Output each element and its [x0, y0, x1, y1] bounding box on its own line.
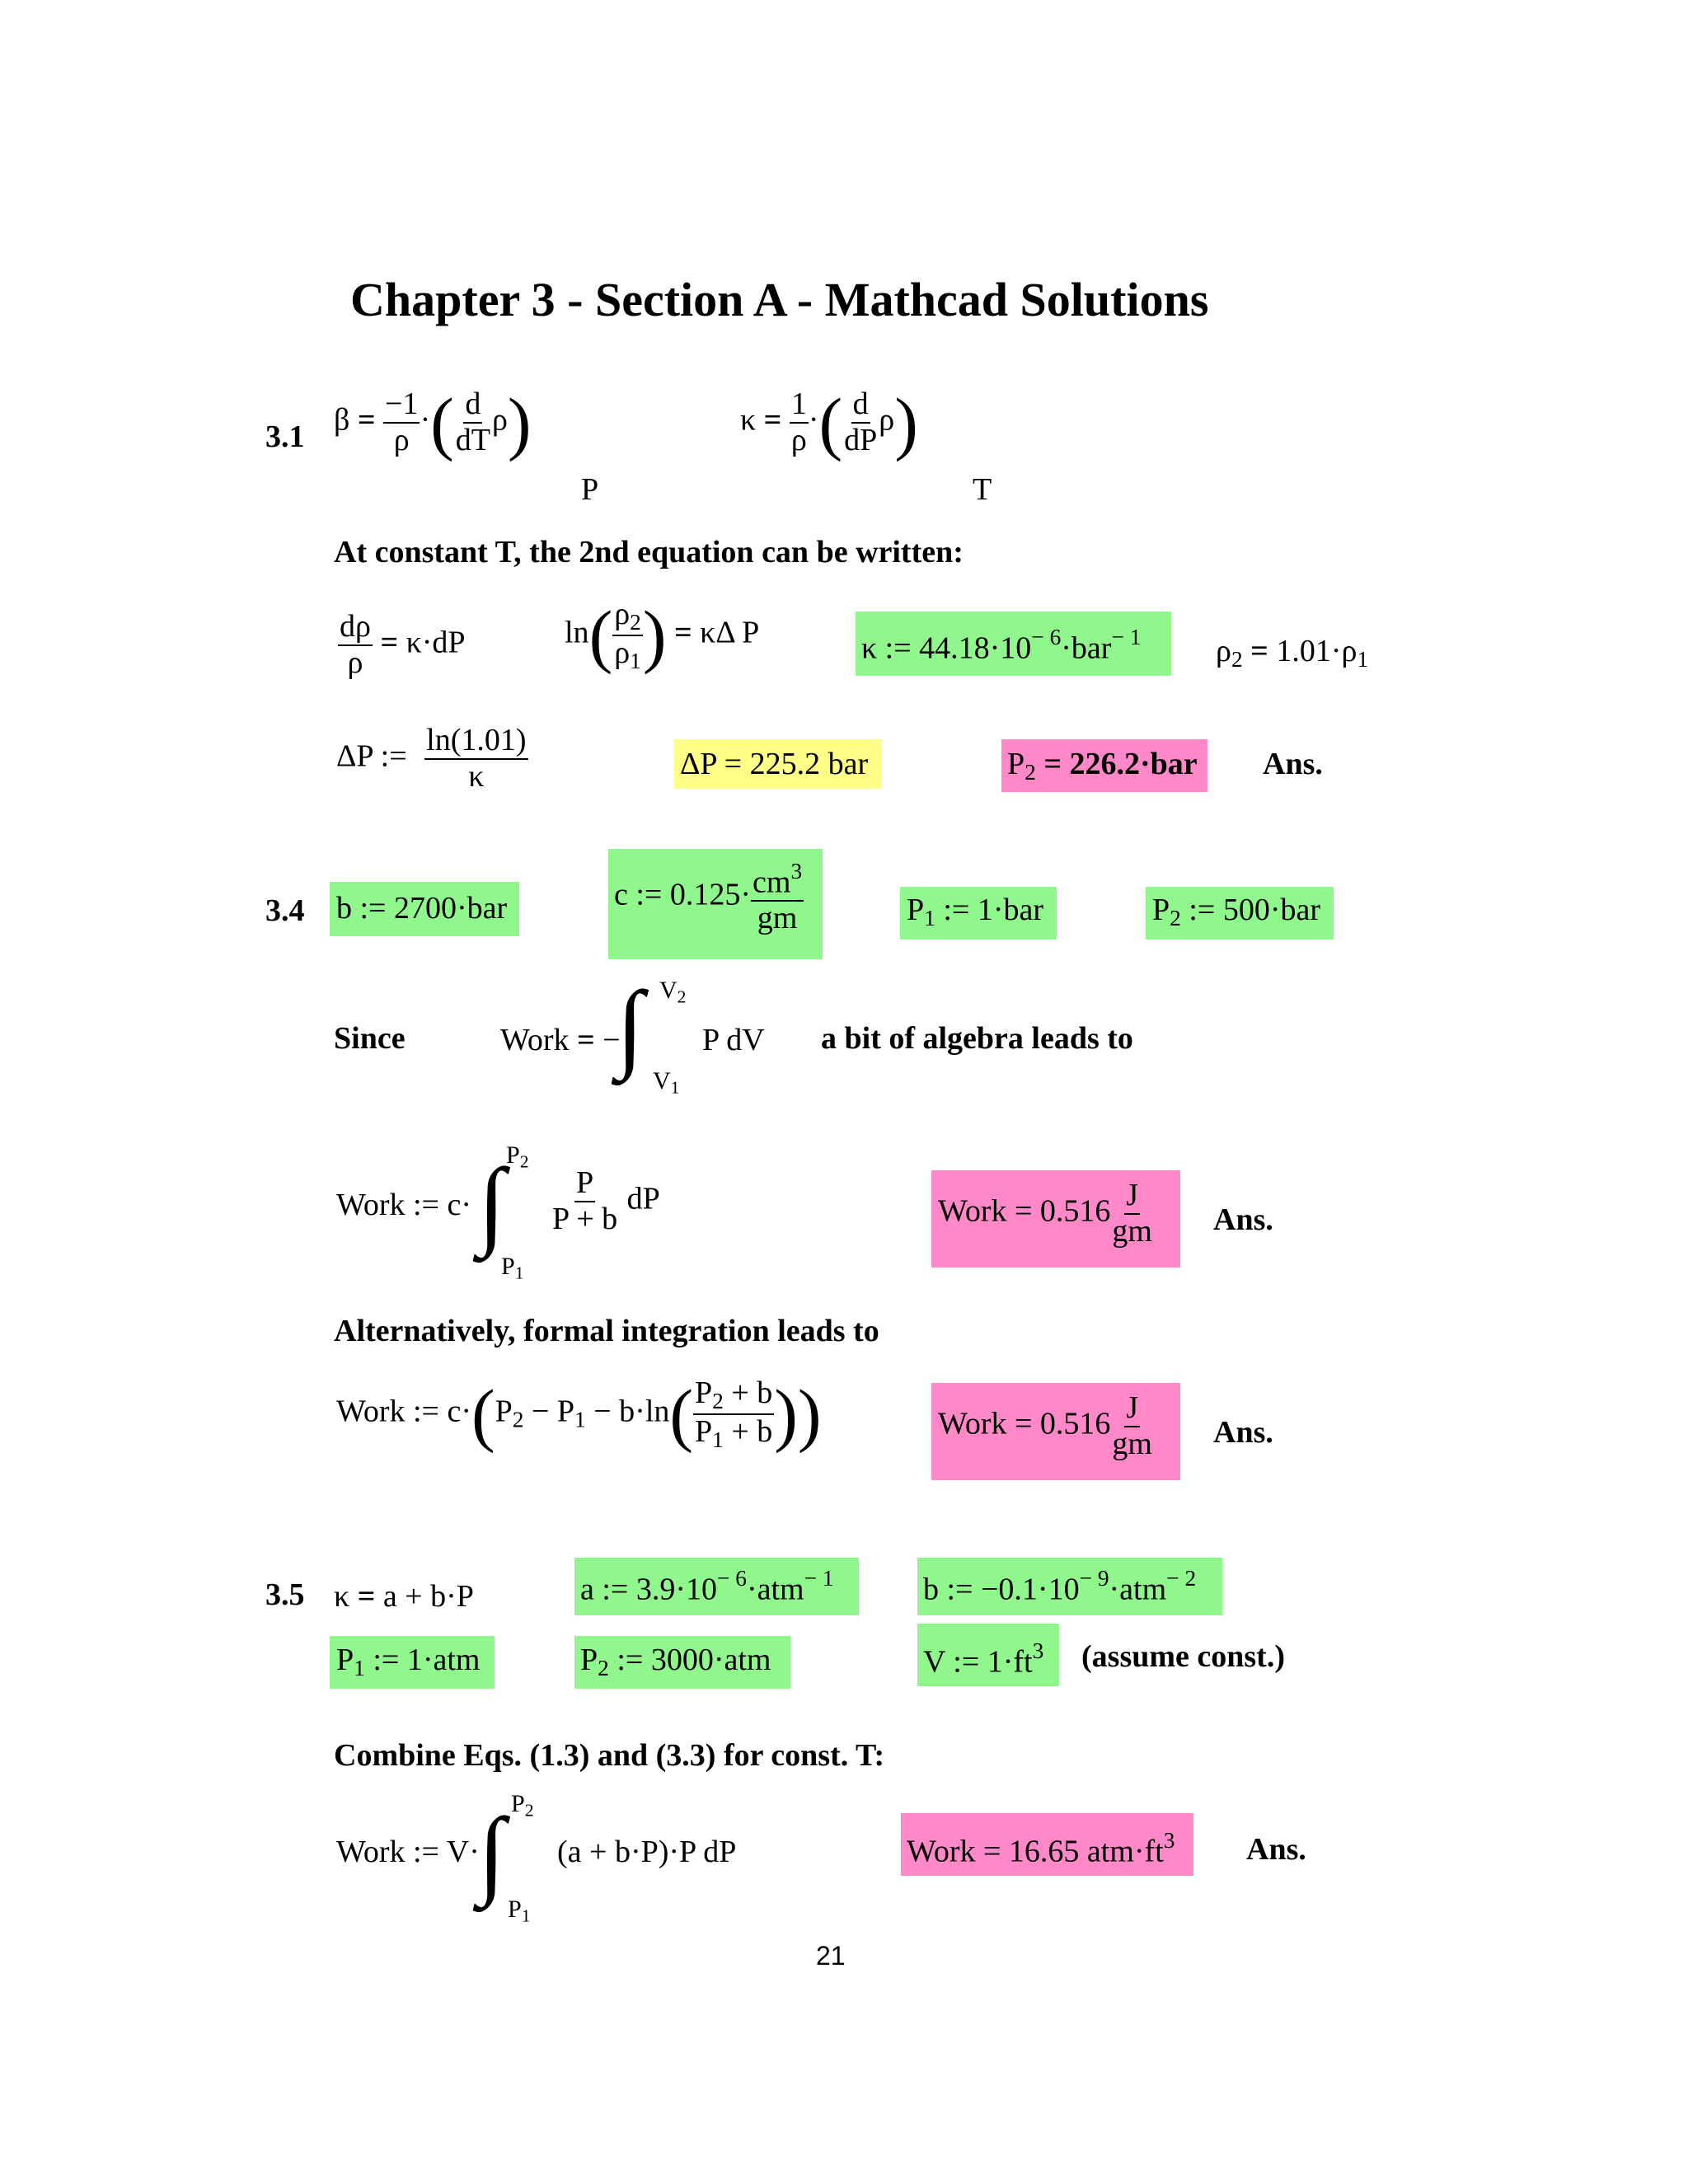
P2-atm-definition: $P_2$ := 3000·atm: [580, 1643, 771, 1680]
c-definition: c := 0.125· $\frac{cm^3}{gm}$: [614, 859, 803, 936]
P2-definition: $P_2$ := 500·bar: [1152, 893, 1320, 930]
integrand-fraction: $\frac{P}{P + b}$ dP: [552, 1165, 660, 1236]
answer-label-3-4a: Ans.: [1213, 1202, 1273, 1237]
alternatively-label: Alternatively, formal integration leads to: [334, 1314, 879, 1348]
lower-limit-V1: $V_1$: [653, 1067, 680, 1098]
since-label: Since: [334, 1021, 406, 1056]
upper-limit-V2: $V_2$: [659, 977, 687, 1007]
integral-sign-P: ∫: [478, 1148, 505, 1258]
upper-limit-P2-3-5: $P_2$: [511, 1790, 534, 1821]
integral-sign-V: ∫: [617, 971, 644, 1080]
integral-sign-P-3-5: ∫: [478, 1797, 505, 1907]
kappa-linear-equation: κ = a + b·P: [334, 1579, 474, 1614]
answer-label-3-4b: Ans.: [1213, 1415, 1273, 1450]
rho2-definition: $\rho_2 = 1.01\cdot\rho_1$: [1216, 634, 1369, 672]
work-result-3-5: Work = 16.65 $atm\cdot ft^3$: [907, 1828, 1175, 1869]
kappa-subscript-t: T: [973, 472, 992, 507]
integrand-3-5: (a + b·P)·P dP: [557, 1835, 737, 1869]
b-definition: b := 2700·bar: [336, 891, 508, 926]
assume-const-label: (assume const.): [1081, 1639, 1285, 1674]
answer-label-3-5: Ans.: [1246, 1832, 1306, 1867]
answer-label-3-1: Ans.: [1263, 747, 1323, 781]
work-definition-integral: Work := c·: [336, 1188, 471, 1222]
deltaP-definition: ΔP := $\frac{\ln(1.01)}{\kappa}$: [336, 723, 527, 794]
ln-equation: ln( $\frac{\rho_2}{\rho_1}$ ) = κΔ P: [565, 595, 760, 675]
work-definition-formal: Work := $c\cdot(P_2 - P_1 - b\cdot\ln$( $\frac{P_2 + b}{P_1 + b}$ )): [336, 1374, 822, 1454]
algebra-label: a bit of algebra leads to: [821, 1021, 1133, 1056]
work-result-1: Work = 0.516 $\frac{J}{gm}$: [938, 1178, 1152, 1249]
integrand-PdV: P dV: [702, 1023, 765, 1057]
page-number: 21: [816, 1941, 846, 1971]
P1-definition: $P_1$ := 1·bar: [907, 893, 1043, 930]
statement-constant-t: At constant T, the 2nd equation can be written:: [334, 535, 964, 569]
beta-equation: β = $\frac{-1}{\rho}$ ·( $\frac{d}{dT}$ ρ): [334, 383, 532, 462]
P1-atm-definition: $P_1$ := 1·atm: [336, 1643, 481, 1680]
page-title: Chapter 3 - Section A - Mathcad Solutions: [350, 273, 1209, 326]
V-definition: V := $1\cdot ft^3$: [923, 1638, 1044, 1680]
lower-limit-P1: $P_1$: [501, 1253, 524, 1283]
combine-label: Combine Eqs. (1.3) and (3.3) for const. T:: [334, 1738, 885, 1773]
problem-number-3-1: 3.1: [265, 419, 305, 454]
drho-equation: $\frac{d\rho}{\rho}$ = κ·dP: [340, 609, 466, 680]
lower-limit-P1-3-5: $P_1$: [508, 1896, 531, 1926]
upper-limit-P2: $P_2$: [506, 1141, 529, 1172]
problem-number-3-4: 3.4: [265, 893, 305, 928]
a-definition: a := $3.9\cdot 10^{- 6}\cdot atm^{- 1}$: [580, 1566, 834, 1607]
work-integral-label: Work = −: [500, 1023, 621, 1057]
P2-result: $P_2 = 226.2\cdot bar$: [1007, 747, 1198, 785]
work-definition-3-5: Work := V·: [336, 1835, 480, 1869]
b-definition-3-5: b := $-0.1\cdot 10^{- 9}\cdot atm^{- 2}$: [923, 1566, 1197, 1607]
beta-subscript-p: P: [581, 472, 599, 507]
deltaP-result: ΔP = 225.2 bar: [680, 747, 869, 781]
work-result-2: Work = 0.516 $\frac{J}{gm}$: [938, 1390, 1152, 1461]
problem-number-3-5: 3.5: [265, 1577, 305, 1612]
kappa-definition: κ := $44.18\cdot 10^{- 6}\cdot bar^{- 1}$: [861, 625, 1142, 666]
kappa-equation: κ = $\frac{1}{\rho}$ ·( $\frac{d}{dP}$ ρ): [740, 383, 918, 462]
